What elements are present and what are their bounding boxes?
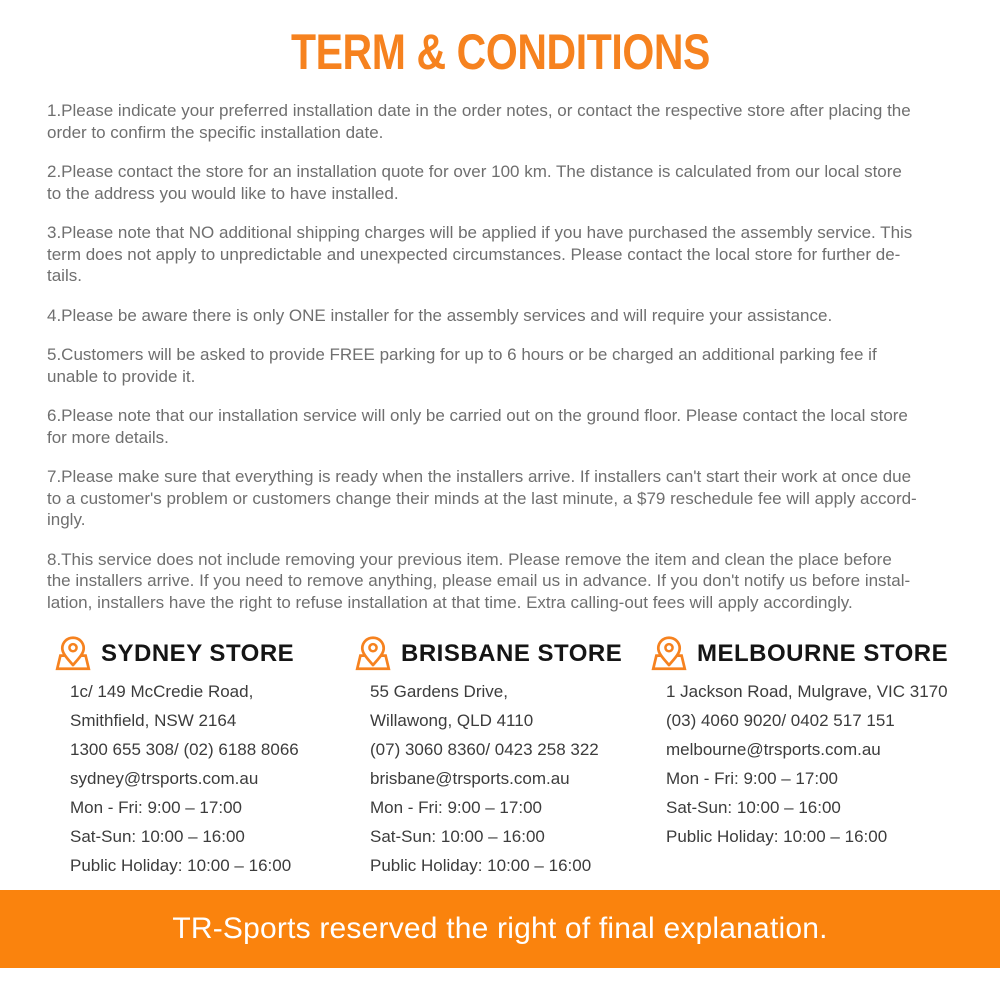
- store-detail-line: Mon - Fri: 9:00 – 17:00: [70, 798, 242, 817]
- store-detail-line: Willawong, QLD 4110: [370, 711, 534, 730]
- page-title-text: TERM & CONDITIONS: [290, 24, 710, 80]
- term-line: tails.: [47, 266, 82, 285]
- store-detail-line: Public Holiday: 10:00 – 16:00: [70, 856, 292, 875]
- term-line: the installers arrive. If you need to remove anything, please email us in advance. If you don't notify us before instal-: [47, 571, 911, 590]
- location-pin-icon: [52, 636, 94, 672]
- term-paragraph: [47, 100, 955, 143]
- store-detail-line: Mon - Fri: 9:00 – 17:00: [666, 769, 838, 788]
- store-header: [352, 635, 648, 673]
- store-lines: [52, 677, 352, 880]
- store-detail-line: melbourne@trsports.com.au: [666, 740, 881, 759]
- term-line: 3.Please note that NO additional shipping charges will be applied if you have purchased the assembly service. This: [47, 223, 913, 242]
- page-title: [0, 0, 1000, 78]
- store-card: [352, 635, 648, 880]
- term-line: for more details.: [47, 427, 169, 447]
- footer-text: TR-Sports reserved the right of final explanation.: [172, 912, 828, 945]
- term-line: ingly.: [47, 510, 86, 529]
- term-line: lation, installers have the right to refuse installation at that time. Extra calling-out fees will apply accordingly.: [47, 592, 853, 612]
- store-detail-line: Public Holiday: 10:00 – 16:00: [666, 827, 888, 846]
- term-line: 7.Please make sure that everything is ready when the installers arrive. If installers can't start their work at once due: [47, 467, 912, 486]
- term-line: to the address you would like to have installed.: [47, 183, 399, 203]
- stores-row: [52, 635, 1000, 880]
- store-card: [52, 635, 352, 880]
- store-detail-line: Public Holiday: 10:00 – 16:00: [370, 856, 592, 875]
- store-detail-line: (07) 3060 8360/ 0423 258 322: [370, 740, 599, 759]
- term-paragraph: [47, 222, 955, 287]
- store-detail-line: (03) 4060 9020/ 0402 517 151: [666, 711, 895, 730]
- store-header: [648, 635, 978, 673]
- location-pin-icon: [648, 636, 690, 672]
- location-pin-icon: [352, 636, 394, 672]
- store-detail-line: 1c/ 149 McCredie Road,: [70, 682, 254, 701]
- term-line: term does not apply to unpredictable and unexpected circumstances. Please contact the local store for further de-: [47, 244, 901, 264]
- store-name: BRISBANE STORE: [401, 640, 623, 667]
- term-paragraph: [47, 466, 955, 531]
- term-line: to a customer's problem or customers change their minds at the last minute, a $79 reschedule fee will apply accord-: [47, 488, 917, 508]
- store-detail-line: sydney@trsports.com.au: [70, 769, 259, 788]
- store-detail-line: 55 Gardens Drive,: [370, 682, 508, 701]
- store-detail-line: Sat-Sun: 10:00 – 16:00: [70, 827, 245, 846]
- term-line: unable to provide it.: [47, 366, 196, 386]
- term-paragraph: [47, 344, 955, 387]
- store-detail-line: Sat-Sun: 10:00 – 16:00: [666, 798, 841, 817]
- store-name: SYDNEY STORE: [101, 640, 295, 667]
- store-detail-line: 1 Jackson Road, Mulgrave, VIC 3170: [666, 682, 948, 701]
- store-header: [52, 635, 352, 673]
- term-line: 2.Please contact the store for an installation quote for over 100 km. The distance is calculated from our local store: [47, 162, 902, 181]
- store-detail-line: 1300 655 308/ (02) 6188 8066: [70, 740, 299, 759]
- term-line: order to confirm the specific installation date.: [47, 122, 384, 142]
- store-detail-line: Smithfield, NSW 2164: [70, 711, 237, 730]
- store-detail-line: Sat-Sun: 10:00 – 16:00: [370, 827, 545, 846]
- term-paragraph: [47, 161, 955, 204]
- term-paragraph: [47, 549, 955, 614]
- store-detail-line: Mon - Fri: 9:00 – 17:00: [370, 798, 542, 817]
- term-line: 8.This service does not include removing your previous item. Please remove the item and clean the place before: [47, 549, 892, 569]
- terms-list: [47, 100, 955, 613]
- store-lines: [648, 677, 978, 851]
- term-paragraph: [47, 405, 955, 448]
- store-detail-line: brisbane@trsports.com.au: [370, 769, 570, 788]
- term-line: 4.Please be aware there is only ONE installer for the assembly services and will require your assistance.: [47, 305, 833, 325]
- term-paragraph: [47, 305, 955, 327]
- store-card: [648, 635, 978, 880]
- term-line: 1.Please indicate your preferred installation date in the order notes, or contact the respective store after placing the: [47, 101, 911, 120]
- footer-bar: [0, 890, 1000, 968]
- store-name: MELBOURNE STORE: [697, 640, 949, 667]
- store-lines: [352, 677, 648, 880]
- term-line: 6.Please note that our installation service will only be carried out on the ground floor. Please contact the local store: [47, 406, 908, 425]
- term-line: 5.Customers will be asked to provide FREE parking for up to 6 hours or be charged an additional parking fee if: [47, 345, 877, 364]
